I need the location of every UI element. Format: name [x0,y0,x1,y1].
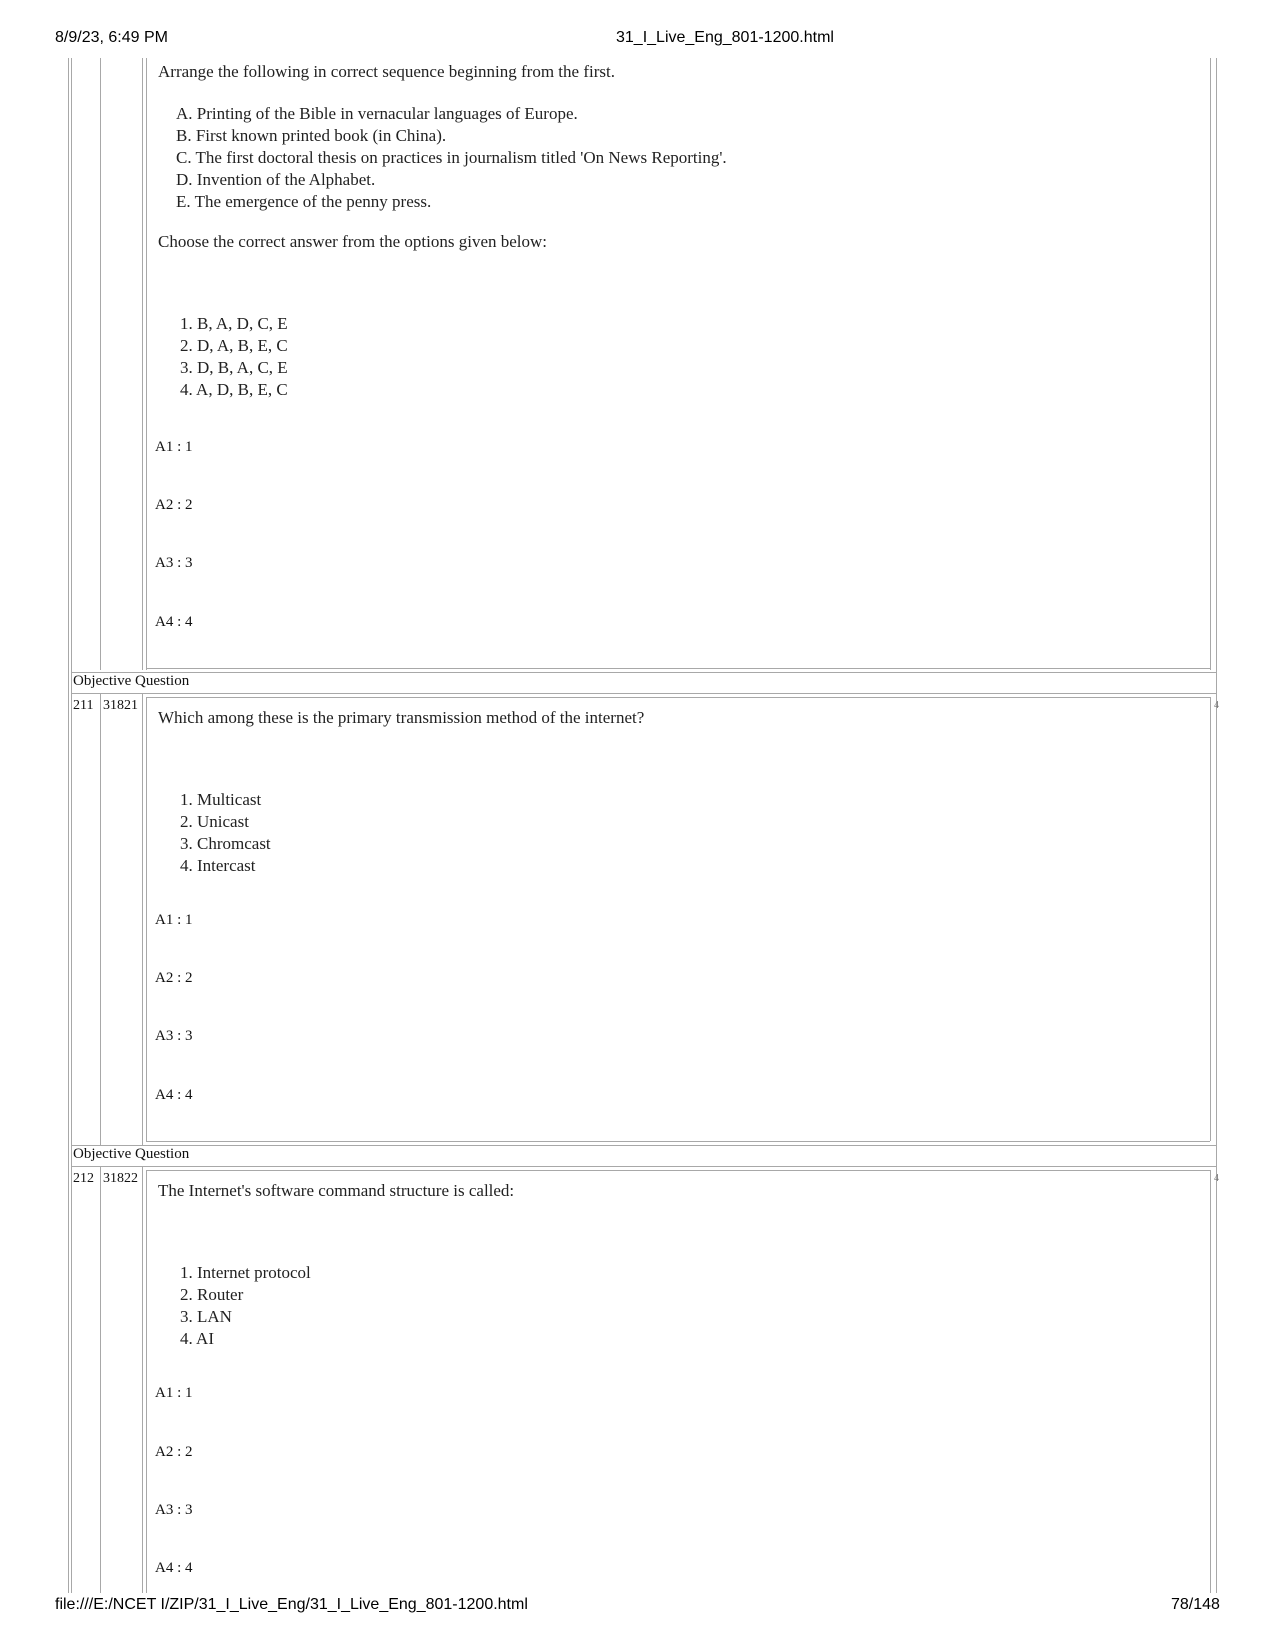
col-divider-2 [142,1166,143,1593]
answer-label: A1 : 1 [155,439,193,455]
section-title: Objective Question [73,673,190,689]
content-box-right [1210,697,1211,1141]
marks-marker: 4 [1214,700,1219,711]
answer-label: A3 : 3 [155,555,193,571]
col-divider-2 [142,58,143,670]
row-bottom [71,672,1216,673]
row-top [71,693,1216,694]
col-divider-1 [100,693,101,1145]
option-item: 2. Unicast [180,812,249,831]
file-path: file:///E:/NCET I/ZIP/31_I_Live_Eng/31_I_Live_Eng_801-1200.html [55,1596,528,1613]
content-box-left [146,1170,147,1593]
marks-marker: 4 [1214,1173,1219,1184]
content-box-left [146,697,147,1141]
option-item: 4. AI [180,1329,214,1348]
content-box-top [146,697,1210,698]
print-datetime: 8/9/23, 6:49 PM [55,29,168,46]
option-item: 1. Internet protocol [180,1263,311,1282]
answer-label: A2 : 2 [155,970,193,986]
question-id: 31821 [103,698,138,713]
option-item: 3. Chromcast [180,834,271,853]
statement-item: A. Printing of the Bible in vernacular languages of Europe. [176,104,578,123]
statement-list [176,103,727,213]
option-list [180,313,288,401]
frame-left-inner [71,58,72,1593]
option-item: 2. Router [180,1285,244,1304]
frame-left-outer [68,58,69,1593]
statement-item: E. The emergence of the penny press. [176,192,432,211]
option-item: 1. Multicast [180,790,262,809]
statement-item: C. The first doctoral thesis on practices in journalism titled 'On News Reporting'. [176,148,727,167]
answer-label: A3 : 3 [155,1502,193,1518]
content-box-left [146,58,147,670]
content-box-bottom [146,668,1210,669]
col-divider-2 [142,693,143,1145]
section-title: Objective Question [73,1146,190,1162]
option-list [180,1262,311,1350]
serial-number: 212 [73,1171,94,1186]
col-divider-1 [100,1166,101,1593]
frame-right-outer [1216,58,1217,1593]
content-box-bottom [146,1141,1210,1142]
answer-label: A1 : 1 [155,912,193,928]
row-bottom [71,1145,1216,1146]
answer-label: A4 : 4 [155,1560,193,1576]
content-box-right [1210,1170,1211,1593]
serial-number: 211 [73,698,94,713]
col-divider-1 [100,58,101,670]
question-text: The Internet's software command structure is called: [158,1181,515,1200]
question-text: Which among these is the primary transmission method of the internet? [158,708,645,727]
option-item: 1. B, A, D, C, E [180,314,288,333]
question-id: 31822 [103,1171,138,1186]
option-item: 2. D, A, B, E, C [180,336,288,355]
page-number: 78/148 [1171,1596,1220,1613]
answer-label: A4 : 4 [155,614,193,630]
instruction-text: Choose the correct answer from the options given below: [158,232,548,251]
answer-label: A3 : 3 [155,1028,193,1044]
statement-item: D. Invention of the Alphabet. [176,170,376,189]
content-box-top [146,1170,1210,1171]
print-doc-title: 31_I_Live_Eng_801-1200.html [616,29,834,46]
option-list [180,789,271,877]
answer-label: A2 : 2 [155,1444,193,1460]
row-top [71,1166,1216,1167]
question-text: Arrange the following in correct sequence beginning from the first. [158,62,615,81]
answer-label: A1 : 1 [155,1385,193,1401]
option-item: 3. D, B, A, C, E [180,358,288,377]
answer-label: A4 : 4 [155,1087,193,1103]
statement-item: B. First known printed book (in China). [176,126,447,145]
content-box-right [1210,58,1211,670]
answer-label: A2 : 2 [155,497,193,513]
option-item: 3. LAN [180,1307,232,1326]
option-item: 4. A, D, B, E, C [180,380,288,399]
option-item: 4. Intercast [180,856,256,875]
